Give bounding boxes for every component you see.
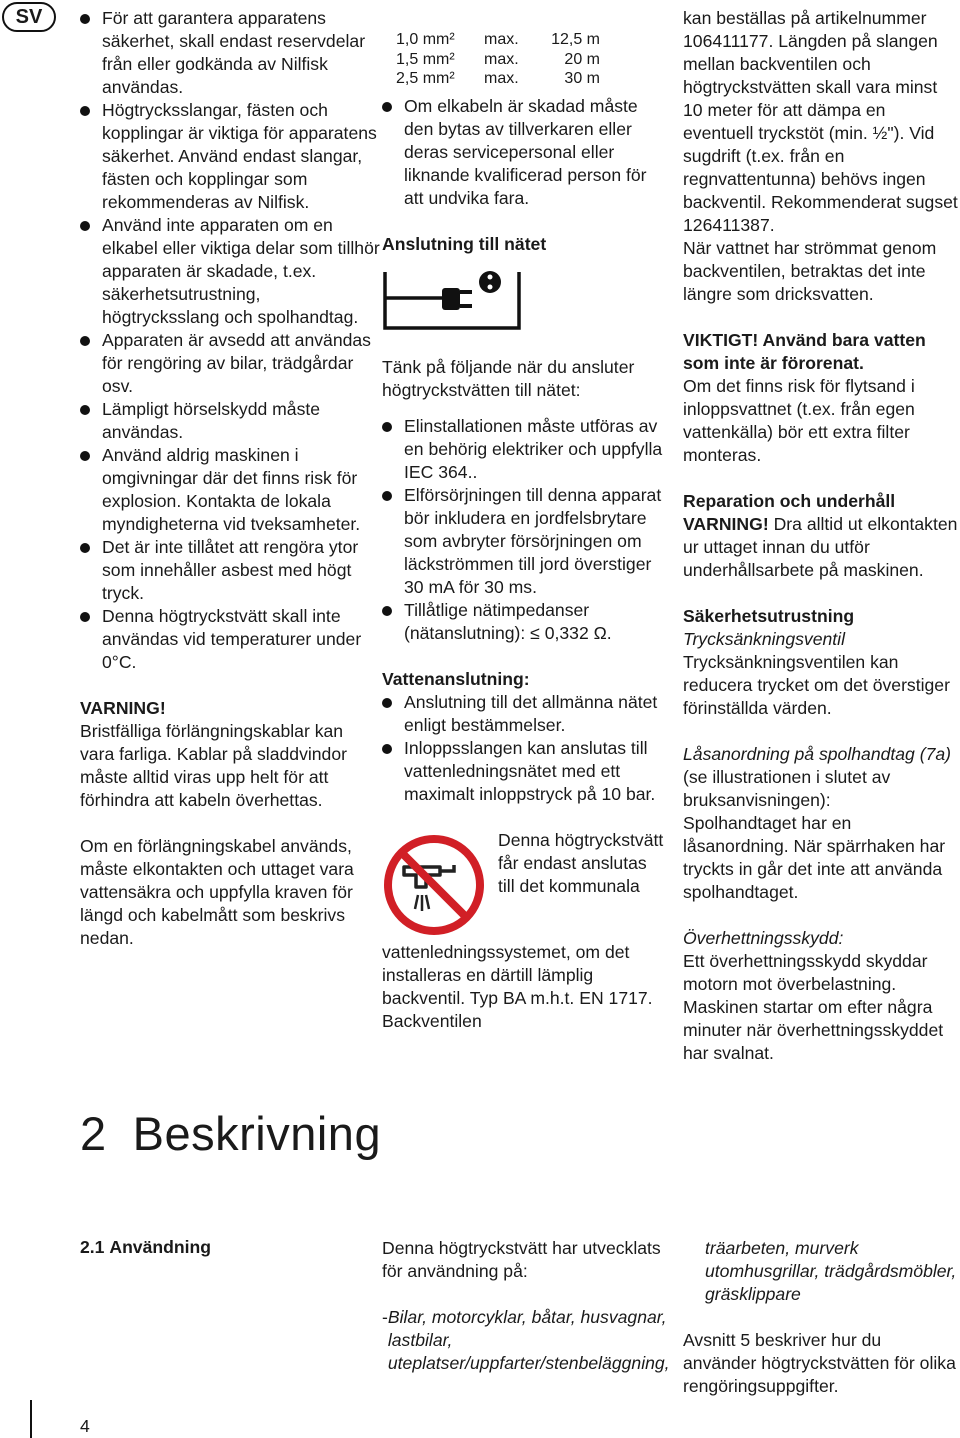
important-text: Om det finns risk för flytsand i inloppsvattnet (t.ex. från egen vattenkälla) bör ett extra filter monteras. [683,376,915,465]
lock-heading: Låsanordning på spolhandtag (7a) [683,744,952,764]
usage-column-middle [382,1237,670,1375]
table-cell: 1,5 mm² [396,50,455,68]
table-cell: max. [484,31,519,48]
page-number: 4 [80,1416,90,1436]
lock-text: Spolhandtaget har en låsanordning. När spärrhaken har tryckts in går det inte att använda spolhandtaget. [683,813,946,902]
important-heading: VIKTIGT! Använd bara vatten som inte är förorenat. [683,330,926,373]
list-item: Högtrycksslangar, fästen och kopplingar är viktiga för apparatens säkerhet. Använd endast slangar, fästen och kopplingar som rekommenderas av Nilfisk. [80,99,380,214]
list-item: Anslutning till det allmänna nätet enligt bestämmelser. [382,691,664,737]
extension-cable-text: Om en förlängningskabel används, måste elkontakten och uttaget vara vattensäkra och uppfylla kraven för längd och kabelmått som beskrivs nedan. [80,836,354,948]
cable-table [382,30,600,89]
list-item: Apparaten är avsedd att användas för rengöring av bilar, trädgårdar osv. [80,329,380,398]
list-item: Det är inte tillåtet att rengöra ytor som innehåller asbest med högt tryck. [80,536,380,605]
water-bullet-list [382,691,664,806]
safety-heading: Säkerhetsutrustning [683,606,855,626]
table-cell: 20 m [564,50,600,68]
table-row [382,69,600,89]
section-number: 2 [80,1107,107,1160]
column-left [80,7,380,950]
usage-intro: Denna högtryckstvätt har utvecklats för användning på: [382,1238,661,1281]
table-cell: 12,5 m [551,31,600,48]
list-item: Om elkabeln är skadad måste den bytas av tillverkaren eller deras servicepersonal eller liknande kvalificerad person för att undvika fara. [382,95,664,210]
no-tap-water-icon [382,833,486,937]
table-cell: max. [484,70,519,87]
list-item: Elinstallationen måste utföras av en behörig elektriker och uppfylla IEC 364.. [382,415,664,484]
water-connection-block [382,829,664,1033]
valve-text: Trycksänkningsventilen kan reducera trycket om det överstiger förinställda värden. [683,652,950,718]
subsection-title: Användning [109,1237,212,1257]
table-row [382,50,600,70]
repair-warning: VARNING! [683,514,769,534]
section-title: Beskrivning [132,1107,382,1160]
subsection-heading [80,1237,211,1258]
table-cell: 30 m [564,70,600,87]
overheat-text: Ett överhettningsskydd skyddar motorn mot överbelastning. Maskinen startar om efter några minuter när överhettningsskyddet har svalnat. [683,951,944,1063]
warning-text: Bristfälliga förlängningskablar kan vara farliga. Kablar på sladdvindor måste alltid viras upp helt för att förhindra att kabeln överhettas. [80,721,347,810]
mains-bullet-list [382,415,664,645]
mains-plug-icon [382,268,522,332]
subsection-number: 2.1 [80,1237,105,1257]
cable-bullet-list [382,95,664,210]
list-item: Använd inte apparaten om en elkabel eller viktiga delar som tillhör apparaten är skadade, t.ex. säkerhetsutrustning, högtrycksslang och spolhandtag. [80,214,380,329]
table-cell: 2,5 mm² [396,70,455,87]
list-item: För att garantera apparatens säkerhet, skall endast reservdelar från eller godkända av Nilfisk användas. [80,7,380,99]
repair-heading: Reparation och underhåll [683,491,896,511]
table-cell: 1,0 mm² [396,31,455,48]
water-heading: Vattenanslutning: [382,668,530,689]
repair-text [683,513,959,582]
water-text: Denna högtryckstvätt får endast anslutas till det kommunala vattenledningssystemet, om det installeras en därtill lämplig backventil. Typ BA m.h.t. EN 1717. Backventilen [382,829,664,1031]
dash-marker: - [382,1307,388,1327]
list-item: Elförsörjningen till denna apparat bör inkludera en jordfelsbrytare som avbryter försörjningen om läckströmmen till jord överstiger 30 mA för 30 ms. [382,484,664,599]
section-heading [80,1106,381,1161]
usage-closing: Avsnitt 5 beskriver hur du använder högtryckstvätten för olika rengöringsuppgifter. [683,1330,956,1396]
column-middle [382,30,664,1033]
language-badge: SV [2,2,56,32]
footer-divider [30,1400,32,1438]
overheat-heading: Överhettningsskydd: [683,928,844,948]
lock-ref: (se illustrationen i slutet av bruksanvisningen): [683,767,891,810]
mains-heading: Anslutning till nätet [382,233,547,254]
safety-bullet-list [80,7,380,674]
list-item: Tillåtlige nätimpedanser (nätanslutning): ≤ 0,332 Ω. [382,599,664,645]
list-item: Använd aldrig maskinen i omgivningar där det finns risk för explosion. Kontakta de lokala myndigheterna vid tveksamheter. [80,444,380,536]
continued-text: kan beställas på artikelnummer 106411177. Längden på slangen mellan backventilen och högtryckstvätten skall vara minst 10 meter för att dämpa en eventuell tryckstöt (min. ½"). Vid sugdrift (t.ex. från en regnvattentunna) behövs ingen backventil. Rekommenderat sugset 126411387. [683,8,958,235]
usage-column-right [683,1237,959,1398]
valve-heading: Trycksänkningsventil [683,629,845,649]
repair-body: Dra alltid ut elkontakten ur uttaget innan du utför underhållsarbete på maskinen. [683,514,958,580]
table-cell: max. [484,50,519,68]
list-item [382,1306,670,1375]
mains-intro: Tänk på följande när du ansluter högtryckstvätten till nätet: [382,356,635,400]
list-item: Denna högtryckstvätt skall inte användas vid temperaturer under 0°C. [80,605,380,674]
warning-heading: VARNING! [80,698,166,718]
usage-item: Bilar, motorcyklar, båtar, husvagnar, lastbilar, uteplatser/uppfarter/stenbeläggning, [387,1307,670,1373]
list-item: Inloppsslangen kan anslutas till vattenledningsnätet med ett maximalt inloppstryck på 10 bar. [382,737,664,806]
usage-item-continued: träarbeten, murverk utomhusgrillar, trädgårdsmöbler, gräsklippare [705,1238,957,1304]
column-right [683,7,959,1065]
list-item: Lämpligt hörselskydd måste användas. [80,398,380,444]
table-row [382,30,600,50]
lock-paragraph [683,743,959,812]
water-flow-text: När vattnet har strömmat genom backventilen, betraktas det inte längre som dricksvatten. [683,238,937,304]
